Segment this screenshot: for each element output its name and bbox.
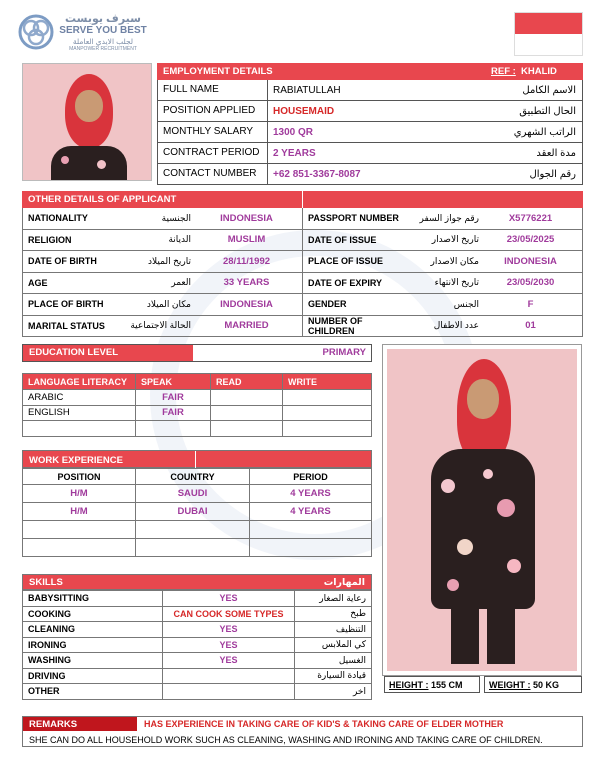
ref-value: KHALID [521,66,557,77]
skill-value: YES [163,637,295,653]
work-experience-table [22,468,372,557]
weight-value: 50 KG [533,680,560,690]
skills-section [22,574,372,700]
applicant-label-arabic: العمر [171,277,191,288]
employment-details-header [157,63,583,80]
remarks-label: REMARKS [23,717,137,731]
work-column-header: POSITION [23,469,136,485]
applicant-row [22,294,583,316]
remarks-text: SHE CAN DO ALL HOUSEHOLD WORK SUCH AS CLEANING, WASHING AND IRONING AND TAKING CARE OF CHILDREN. [29,735,543,745]
skills-title-arabic: المهارات [323,577,365,588]
applicant-value: 23/05/2025 [506,234,555,246]
language-read [211,405,283,421]
skill-label: DRIVING [23,668,163,684]
employment-value: HOUSEMAID [273,105,335,117]
applicant-label: NATIONALITY [28,213,88,224]
work-row [23,521,372,539]
skill-row [23,622,372,638]
weight-box [484,676,582,693]
employment-arabic: الحال التطبيق [519,105,576,117]
height-value: 155 CM [431,680,463,690]
work-country [136,539,250,557]
ref-label: REF : [491,66,516,77]
applicant-label: PASSPORT NUMBER [308,213,399,224]
language-header-cell: SPEAK [136,374,211,390]
work-position [23,539,136,557]
employment-row [157,164,583,185]
employment-arabic: رقم الجوال [529,168,576,180]
skill-arabic: اخر [295,684,372,700]
language-row [23,421,372,437]
work-experience-section [22,450,372,557]
work-row [23,539,372,557]
skill-label: COOKING [23,606,163,622]
logo-english: SERVE YOU BEST [59,25,147,36]
work-row [23,485,372,503]
employment-label: FULL NAME [158,80,268,100]
language-table [22,373,372,437]
work-period: 4 YEARS [250,485,372,503]
applicant-value: MARRIED [224,320,269,332]
applicant-label: GENDER [308,299,347,310]
skill-value: YES [163,653,295,669]
skill-label: CLEANING [23,622,163,638]
work-row [23,503,372,521]
applicant-value: X5776221 [508,212,553,224]
applicant-value: F [527,298,534,310]
applicant-value: INDONESIA [220,298,273,310]
skill-row [23,684,372,700]
other-details-title: OTHER DETAILS OF APPLICANT [28,194,177,205]
skill-label: WASHING [23,653,163,669]
applicant-label: DATE OF BIRTH [28,256,97,267]
applicant-label-arabic: تاريخ الميلاد [148,255,191,266]
employment-row [157,101,583,122]
height-box [384,676,480,693]
employment-row [157,143,583,164]
work-position: H/M [23,503,136,521]
work-period [250,521,372,539]
education-section [22,344,372,362]
applicant-label-arabic: مكان الاصدار [430,255,479,266]
skill-label: BABYSITTING [23,591,163,607]
work-position: H/M [23,485,136,503]
language-write [283,390,372,406]
skill-arabic: رعاية الصغار [295,591,372,607]
applicant-row [22,251,583,273]
employment-value: 1300 QR [273,126,314,138]
applicant-value: 33 YEARS [223,277,270,289]
applicant-label-arabic: تاريخ الاصدار [431,234,479,245]
language-write [283,405,372,421]
indonesia-flag-icon [514,12,583,56]
skill-label: OTHER [23,684,163,700]
employment-label: MONTHLY SALARY [158,122,268,142]
applicant-row [22,208,583,230]
applicant-label: MARITAL STATUS [28,320,105,331]
applicant-label-arabic: الديانة [168,234,191,245]
applicant-row [22,273,583,295]
logo-sub-arabic: لجلب الايدي العاملة [72,37,134,46]
language-speak: FAIR [136,390,211,406]
language-name [23,421,136,437]
language-write [283,421,372,437]
remarks-section [22,716,583,747]
employment-label: CONTACT NUMBER [158,164,268,184]
applicant-label: AGE [28,277,48,288]
work-experience-title: WORK EXPERIENCE [29,455,123,466]
other-details-section [22,191,583,337]
skill-row [23,591,372,607]
language-speak: FAIR [136,405,211,421]
language-header-cell: READ [211,374,283,390]
height-label: HEIGHT : [389,680,429,690]
applicant-label: NUMBER OF CHILDREN [308,315,363,336]
logo-sub-english: MANPOWER RECRUITMENT [69,46,137,52]
weight-label: WEIGHT : [489,680,531,690]
skill-arabic: التنظيف [295,622,372,638]
skill-arabic: كي الملابس [295,637,372,653]
language-speak [136,421,211,437]
skill-value [163,668,295,684]
work-period [250,539,372,557]
skill-value [163,684,295,700]
skill-arabic: قيادة السيارة [295,668,372,684]
applicant-label-arabic: رقم جواز السفر [419,212,479,223]
education-value: PRIMARY [322,347,366,358]
work-column-header: COUNTRY [136,469,250,485]
employment-row [157,122,583,143]
skills-table [22,590,372,700]
work-country: SAUDI [136,485,250,503]
work-experience-header [22,450,372,468]
applicant-label-arabic: عدد الاطفال [433,320,479,331]
applicant-fullbody-photo-frame [382,344,582,676]
employment-row [157,80,583,101]
language-row [23,390,372,406]
employment-details-title: EMPLOYMENT DETAILS [163,66,273,77]
applicant-portrait-photo [22,63,152,181]
applicant-value: 28/11/1992 [222,255,271,267]
applicant-value: INDONESIA [504,255,557,267]
language-read [211,390,283,406]
language-header-cell: LANGUAGE LITERACY [23,374,136,390]
applicant-label: RELIGION [28,234,72,245]
language-header-cell: WRITE [283,374,372,390]
employment-label: POSITION APPLIED [158,101,268,121]
employment-value: +62 851-3367-8087 [273,168,361,180]
employment-arabic: مدة العقد [536,147,576,159]
skill-row [23,637,372,653]
employment-arabic: الراتب الشهري [513,126,576,138]
skill-row [23,668,372,684]
language-name: ENGLISH [23,405,136,421]
applicant-value: MUSLIM [227,234,266,246]
work-position [23,521,136,539]
language-name: ARABIC [23,390,136,406]
employment-value: RABIATULLAH [273,84,341,96]
logo-emblem-icon [18,14,54,50]
skill-arabic: طبخ [295,606,372,622]
skill-label: IRONING [23,637,163,653]
applicant-label-arabic: الجنسية [161,212,191,223]
employment-arabic: الاسم الكامل [522,84,576,96]
skills-header [22,574,372,590]
skill-row [23,653,372,669]
applicant-label-arabic: الجنس [453,298,479,309]
language-header-row [23,374,372,390]
work-country [136,521,250,539]
applicant-row [22,316,583,338]
skill-value: YES [163,622,295,638]
company-logo [18,12,148,56]
applicant-value: 01 [525,320,536,332]
skill-arabic: الغسيل [295,653,372,669]
logo-arabic: سيرف يوبست [65,13,141,25]
employment-label: CONTRACT PERIOD [158,143,268,163]
other-details-header [22,191,583,208]
skill-value: YES [163,591,295,607]
work-header-row [23,469,372,485]
applicant-label: DATE OF ISSUE [308,234,377,245]
applicant-label: DATE OF EXPIRY [308,277,383,288]
language-read [211,421,283,437]
skill-row [23,606,372,622]
remarks-headline: HAS EXPERIENCE IN TAKING CARE OF KID'S & TAKING CARE OF ELDER MOTHER [144,719,504,729]
applicant-label-arabic: الحالة الاجتماعية [130,320,191,331]
language-row [23,405,372,421]
applicant-row [22,230,583,252]
employment-details-section [157,63,583,185]
skills-title: SKILLS [29,577,63,588]
work-period: 4 YEARS [250,503,372,521]
applicant-label-arabic: تاريخ الانتهاء [434,277,479,288]
language-section [22,373,372,437]
applicant-fullbody-photo [387,349,577,671]
applicant-value: 23/05/2030 [506,277,555,289]
education-label: EDUCATION LEVEL [23,345,193,361]
skill-value: CAN COOK SOME TYPES [163,606,295,622]
applicant-label: PLACE OF BIRTH [28,299,104,310]
employment-value: 2 YEARS [273,147,316,159]
applicant-label: PLACE OF ISSUE [308,256,384,267]
applicant-label-arabic: مكان الميلاد [146,298,191,309]
work-country: DUBAI [136,503,250,521]
work-column-header: PERIOD [250,469,372,485]
applicant-value: INDONESIA [220,212,273,224]
